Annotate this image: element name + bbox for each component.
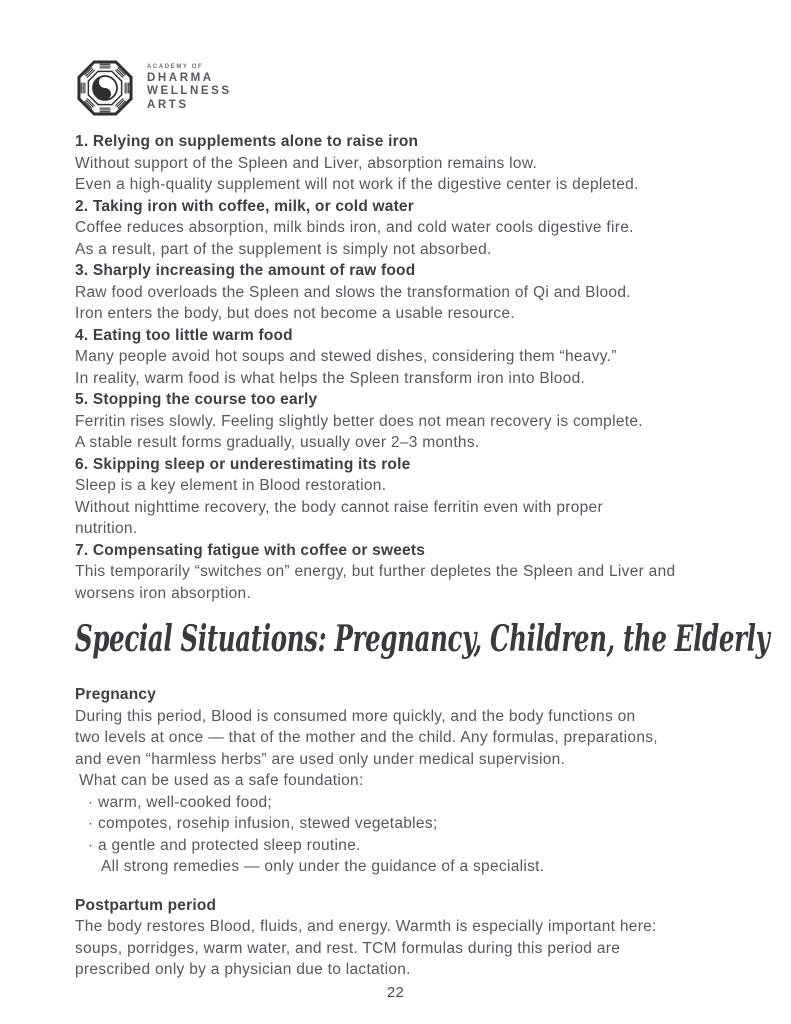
pregnancy-line: two levels at once — that of the mother and the child. Any formulas, preparations, <box>75 729 658 746</box>
mistake-line: worsens iron absorption. <box>75 584 252 602</box>
mistake-item <box>75 454 717 540</box>
page-content <box>75 131 770 981</box>
mistake-item <box>75 540 717 605</box>
mistake-line: In reality, warm food is what helps the Spleen transform iron into Blood. <box>75 369 586 387</box>
logo-tagline: ACADEMY OF <box>147 63 204 70</box>
mistake-line: A stable result forms gradually, usually over 2–3 months. <box>75 434 480 451</box>
list-item <box>75 792 717 814</box>
mistake-item <box>75 131 717 196</box>
mistake-title: 4. Eating too little warm food <box>75 326 293 344</box>
list-item-text: a gentle and protected sleep routine. <box>98 836 361 854</box>
mistake-title: 7. Compensating fatigue with coffee or sweets <box>75 541 426 559</box>
mistake-item <box>75 389 717 454</box>
mistake-line: As a result, part of the supplement is simply not absorbed. <box>75 240 492 258</box>
mistake-title: 2. Taking iron with coffee, milk, or cold water <box>75 197 414 215</box>
logo-text <box>147 64 232 113</box>
postpartum-line: The body restores Blood, fluids, and energy. Warmth is especially important here: <box>75 918 657 935</box>
logo-name-line: WELLNESS <box>147 85 232 98</box>
mistake-title: 1. Relying on supplements alone to raise iron <box>75 133 419 150</box>
mistake-line: Iron enters the body, but does not become a usable resource. <box>75 305 515 322</box>
pregnancy-note: All strong remedies — only under the guidance of a specialist. <box>101 858 545 875</box>
mistake-line: Ferritin rises slowly. Feeling slightly better does not mean recovery is complete. <box>75 412 643 430</box>
mistake-item <box>75 325 717 390</box>
pregnancy-title: Pregnancy <box>75 686 157 703</box>
logo <box>75 58 232 118</box>
logo-name-line: ARTS <box>147 98 189 111</box>
mistake-line: Even a high-quality supplement will not work if the digestive center is depleted. <box>75 176 639 193</box>
section-heading: Special Situations: Pregnancy, Children, the Elderly <box>75 618 770 660</box>
pregnancy-line: During this period, Blood is consumed more quickly, and the body functions on <box>75 707 636 725</box>
list-item <box>75 835 717 857</box>
pregnancy-line: and even “harmless herbs” are used only under medical supervision. <box>75 750 566 768</box>
bullet-icon: · <box>88 793 94 811</box>
mistake-line: Without support of the Spleen and Liver, absorption remains low. <box>75 154 538 172</box>
postpartum-line: soups, porridges, warm water, and rest. TCM formulas during this period are <box>75 939 621 957</box>
pregnancy-section <box>75 684 717 878</box>
bullet-icon: · <box>88 836 94 854</box>
list-item-text: compotes, rosehip infusion, stewed vegetables; <box>98 815 438 832</box>
mistake-line: Sleep is a key element in Blood restoration. <box>75 477 387 494</box>
mistake-line: nutrition. <box>75 520 138 537</box>
mistake-title: 3. Sharply increasing the amount of raw food <box>75 262 416 279</box>
postpartum-section <box>75 895 717 981</box>
logo-name-line: DHARMA <box>147 71 214 84</box>
mistake-line: Many people avoid hot soups and stewed dishes, considering them “heavy.” <box>75 348 617 365</box>
safe-foundation-heading: What can be used as a safe foundation: <box>79 772 364 789</box>
mistake-line: Without nighttime recovery, the body cannot raise ferritin even with proper <box>75 498 603 516</box>
mistake-line: Coffee reduces absorption, milk binds iron, and cold water cools digestive fire. <box>75 219 634 236</box>
list-item <box>75 813 717 835</box>
postpartum-title: Postpartum period <box>75 896 217 914</box>
mistake-line: This temporarily “switches on” energy, but further depletes the Spleen and Liver and <box>75 563 676 580</box>
mistake-line: Raw food overloads the Spleen and slows the transformation of Qi and Blood. <box>75 283 631 301</box>
mistake-title: 5. Stopping the course too early <box>75 391 318 408</box>
list-item-text: warm, well-cooked food; <box>98 793 273 811</box>
mistake-title: 6. Skipping sleep or underestimating its role <box>75 455 411 473</box>
bullet-icon: · <box>88 815 94 832</box>
mistake-item <box>75 260 717 325</box>
mistake-item <box>75 196 717 261</box>
page-number: 22 <box>386 984 405 1001</box>
bagua-yinyang-icon <box>75 58 135 118</box>
postpartum-line: prescribed only by a physician due to lactation. <box>75 961 411 978</box>
